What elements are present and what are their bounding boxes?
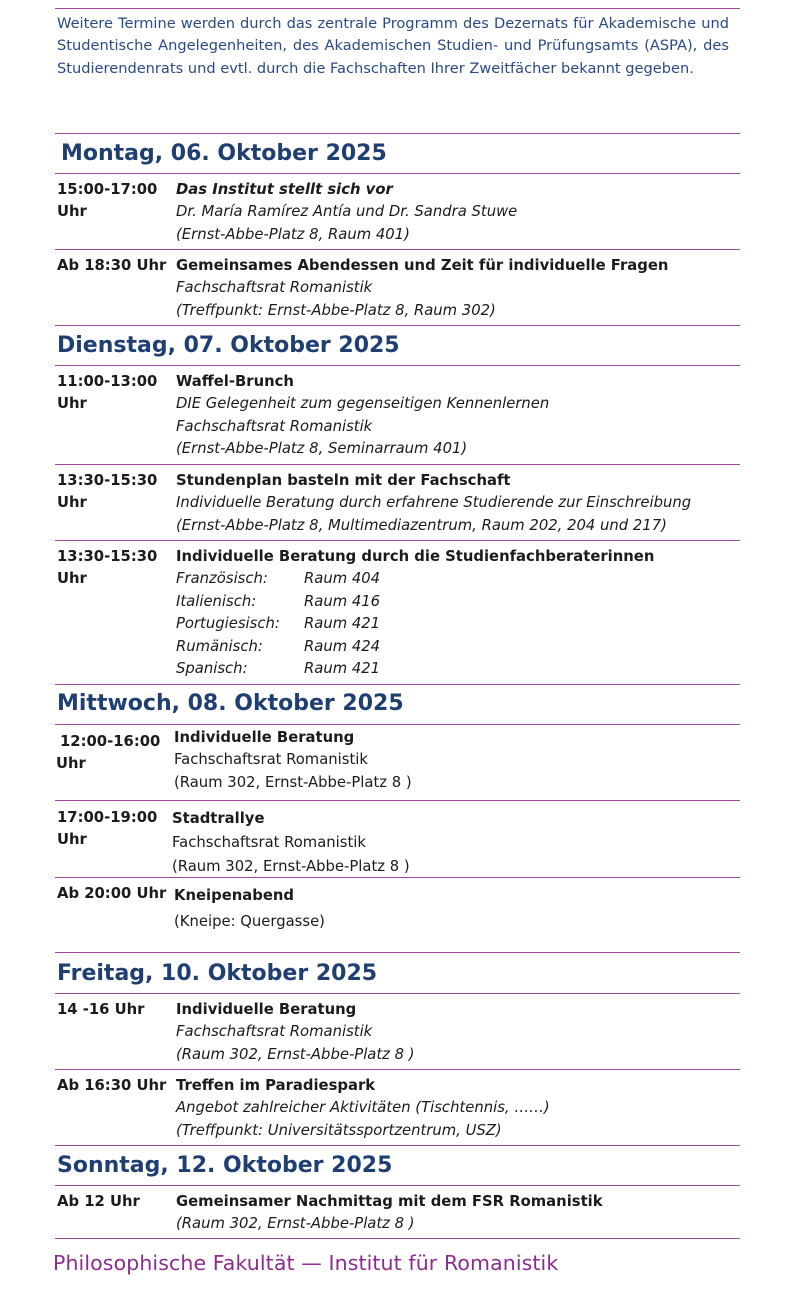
divider — [55, 173, 740, 174]
event-title: Stundenplan basteln mit der Fachschaft — [176, 472, 511, 489]
advisor-room-row: Italienisch: Raum 416 — [176, 592, 381, 610]
divider — [55, 1145, 740, 1146]
event — [176, 470, 736, 537]
event-time: Ab 20:00 Uhr — [57, 885, 167, 902]
advisor-room-row: Spanisch: Raum 421 — [176, 660, 381, 678]
event-title: Treffen im Paradiespark — [176, 1077, 376, 1094]
event-location: (Treffpunkt: Ernst-Abbe-Platz 8, Raum 302) — [176, 301, 496, 319]
event-time: 14 -16 Uhr — [57, 1001, 145, 1018]
divider — [55, 464, 740, 465]
event-location: (Raum 302, Ernst-Abbe-Platz 8 ) — [172, 858, 410, 875]
day-heading-montag: Montag, 06. Oktober 2025 — [61, 141, 387, 166]
event-detail: DIE Gelegenheit zum gegenseitigen Kennenlernen — [176, 395, 550, 413]
divider — [55, 800, 740, 801]
event-time: 13:30-15:30 Uhr — [57, 472, 158, 512]
event — [172, 807, 732, 879]
day-heading-dienstag: Dienstag, 07. Oktober 2025 — [57, 333, 400, 358]
event-location: (Ernst-Abbe-Platz 8, Multimediazentrum, Raum 202, 204 und 217) — [176, 516, 667, 534]
event-detail: Angebot zahlreicher Aktivitäten (Tischtennis, ……) — [176, 1099, 550, 1117]
day-heading-sonntag: Sonntag, 12. Oktober 2025 — [57, 1153, 393, 1178]
event-detail: Dr. María Ramírez Antía und Dr. Sandra Stuwe — [176, 203, 518, 221]
event — [176, 371, 736, 461]
event-detail: Fachschaftsrat Romanistik — [172, 834, 366, 851]
event-title: Gemeinsames Abendessen und Zeit für individuelle Fragen — [176, 257, 669, 274]
event-title: Gemeinsamer Nachmittag mit dem FSR Romanistik — [176, 1193, 603, 1210]
event-title: Individuelle Beratung — [176, 1001, 357, 1018]
event-time: 15:00-17:00 Uhr — [57, 181, 158, 221]
divider — [55, 952, 740, 953]
divider — [55, 1069, 740, 1070]
event-title: Stadtrallye — [172, 810, 265, 827]
divider — [55, 249, 740, 250]
event-title: Waffel-Brunch — [176, 373, 294, 390]
intro-paragraph: Weitere Termine werden durch das zentrale Programm des Dezernats für Akademische und Studentische Angelegenheiten, des Akademischen Studien- und Prüfungsamts (ASPA), des Studierendenrats und evtl. durch die Fachschaften Ihrer Zweitfächer bekannt gegeben. — [57, 15, 729, 77]
event-detail: Fachschaftsrat Romanistik — [174, 751, 368, 769]
event-detail: Individuelle Beratung durch erfahrene Studierende zur Einschreibung — [176, 494, 692, 512]
event-location: (Kneipe: Quergasse) — [174, 913, 325, 930]
divider — [55, 540, 740, 541]
event-time: 12:00-16:00 Uhr — [56, 733, 161, 773]
divider — [55, 684, 740, 685]
event-location: (Raum 302, Ernst-Abbe-Platz 8 ) — [174, 773, 412, 791]
divider — [55, 1185, 740, 1186]
event — [176, 546, 736, 680]
divider — [55, 325, 740, 326]
event-location: (Ernst-Abbe-Platz 8, Raum 401) — [176, 225, 410, 243]
event-title: Individuelle Beratung durch die Studienfachberaterinnen — [176, 548, 655, 565]
divider — [55, 133, 740, 134]
event-title: Kneipenabend — [174, 887, 295, 904]
day-heading-mittwoch: Mittwoch, 08. Oktober 2025 — [57, 691, 404, 716]
event-time: Ab 16:30 Uhr — [57, 1077, 167, 1094]
event — [176, 255, 736, 322]
event — [176, 179, 736, 246]
event-time: Ab 18:30 Uhr — [57, 257, 167, 274]
event-location: (Treffpunkt: Universitätssportzentrum, USZ) — [176, 1121, 502, 1139]
divider — [55, 365, 740, 366]
event — [174, 883, 734, 935]
event-time: 17:00-19:00 Uhr — [57, 809, 158, 849]
event-time: 11:00-13:00 Uhr — [57, 373, 158, 413]
event — [176, 1075, 736, 1142]
event-detail: Fachschaftsrat Romanistik — [176, 279, 373, 297]
event-location: (Raum 302, Ernst-Abbe-Platz 8 ) — [176, 1215, 415, 1233]
event — [176, 999, 736, 1066]
divider — [55, 1238, 740, 1239]
event-location: (Ernst-Abbe-Platz 8, Seminarraum 401) — [176, 440, 468, 458]
event-time: 13:30-15:30 Uhr — [57, 548, 158, 588]
event-title: Das Institut stellt sich vor — [176, 181, 393, 198]
footer-faculty-line: Philosophische Fakultät — Institut für Romanistik — [53, 1251, 559, 1275]
day-heading-freitag: Freitag, 10. Oktober 2025 — [57, 961, 378, 986]
event-title: Individuelle Beratung — [174, 729, 355, 746]
event-location: (Raum 302, Ernst-Abbe-Platz 8 ) — [176, 1045, 415, 1063]
event-time: Ab 12 Uhr — [57, 1193, 140, 1210]
event-detail: Fachschaftsrat Romanistik — [176, 1023, 373, 1041]
divider — [55, 993, 740, 994]
divider — [55, 877, 740, 878]
divider — [55, 724, 740, 725]
event-detail: Fachschaftsrat Romanistik — [176, 417, 373, 435]
event — [174, 727, 734, 794]
top-rule — [55, 8, 740, 9]
event — [176, 1191, 736, 1236]
advisor-room-row: Französisch: Raum 404 — [176, 570, 381, 588]
advisor-room-row: Portugiesisch: Raum 421 — [176, 615, 381, 633]
advisor-room-row: Rumänisch: Raum 424 — [176, 637, 381, 655]
